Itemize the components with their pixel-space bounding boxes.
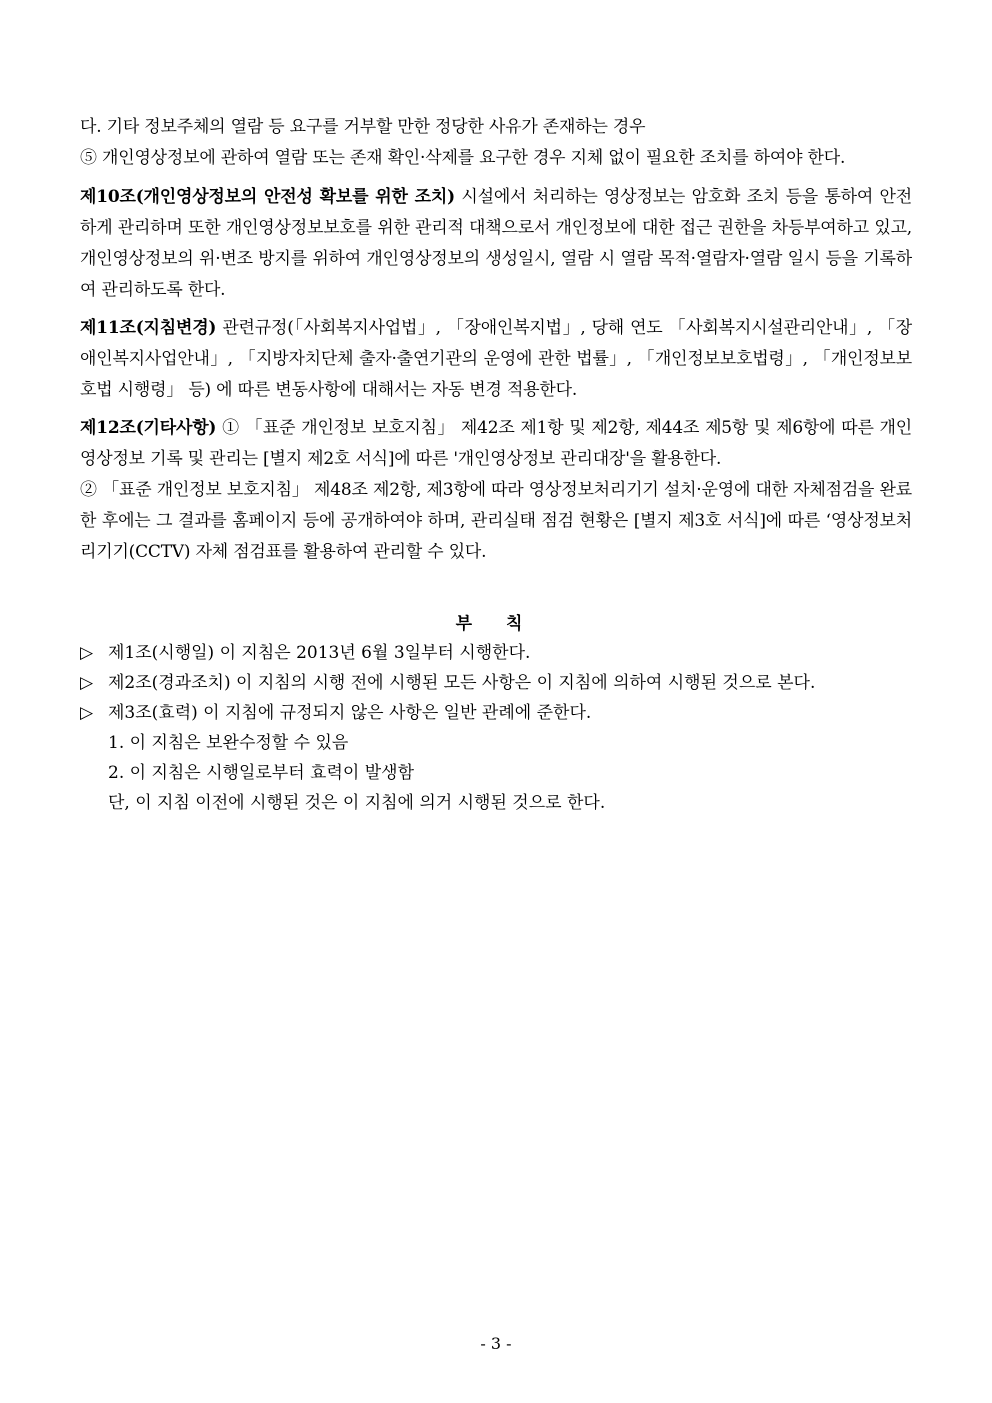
triangle-bullet-icon: ▷ [80,643,94,663]
document-page [80,112,912,818]
appendix-item [80,638,912,668]
appendix-item [80,668,912,698]
article-10-title: 제10조(개인영상정보의 안전성 확보를 위한 조치) [80,187,455,207]
appendix-sub-item: 2. 이 지침은 시행일로부터 효력이 발생함 [108,763,414,783]
article-11-body: 관련규정(「사회복지사업법」, 「장애인복지법」, 당해 연도 「사회복지시설관리안내」, 「장애인복지사업안내」, 「지방자치단체 출자·출연기관의 운영에 관한 법률」, 「개인정보보호법령」, 「개인정보보호법 시행령」 등) 에 따른 변동사항에 대해서는 자동 변경 적용한다. [80,318,912,400]
appendix-sub-item: 단, 이 지침 이전에 시행된 것은 이 지침에 의거 시행된 것으로 한다. [108,793,606,813]
appendix-item-text: 제3조(효력) 이 지침에 규정되지 않은 사항은 일반 관례에 준한다. [108,703,592,723]
appendix-title: 부 칙 [455,614,537,634]
appendix-item-text: 제1조(시행일) 이 지침은 2013년 6월 3일부터 시행한다. [108,643,531,663]
appendix-item [80,698,912,728]
article-10 [80,182,912,306]
article-12-clause-2: ② 「표준 개인정보 보호지침」 제48조 제2항, 제3항에 따라 영상정보처리기기 설치·운영에 대한 자체점검을 완료한 후에는 그 결과를 홈페이지 등에 공개하여야 하며, 관리실태 점검 현황은 [별지 제3호 서식]에 따른 ‘영상정보처리기기(CCTV) 자체 점검표를 활용하여 관리할 수 있다. [80,480,912,562]
clause-item-5: ⑤ 개인영상정보에 관하여 열람 또는 존재 확인·삭제를 요구한 경우 지체 없이 필요한 조치를 하여야 한다. [80,148,846,168]
article-11 [80,313,912,406]
article-12-title: 제12조(기타사항) [80,418,217,438]
appendix-list [80,638,912,818]
appendix-item-text: 제2조(경과조치) 이 지침의 시행 전에 시행된 모든 사항은 이 지침에 의하여 시행된 것으로 본다. [108,673,816,693]
article-12 [80,413,912,475]
article-10-body: 시설에서 처리하는 영상정보는 암호화 조치 등을 통하여 안전하게 관리하며 또한 개인영상정보보호를 위한 관리적 대책으로서 개인정보에 대한 접근 권한을 차등부여하고 있고, 개인영상정보의 위·변조 방지를 위하여 개인영상정보의 생성일시, 열람 시 열람 목적·열람자·열람 일시 등을 기록하여 관리하도록 한다. [80,187,912,300]
appendix-sub-item: 1. 이 지침은 보완수정할 수 있음 [108,733,349,753]
article-12-clause-1: ① 「표준 개인정보 보호지침」 제42조 제1항 및 제2항, 제44조 제5항 및 제6항에 따른 개인영상정보 기록 및 관리는 [별지 제2호 서식]에 따른 '개인영상정보 관리대장'을 활용한다. [80,418,912,469]
triangle-bullet-icon: ▷ [80,673,94,693]
clause-item-da: 다. 기타 정보주체의 열람 등 요구를 거부할 만한 정당한 사유가 존재하는 경우 [80,117,646,137]
page-number: - 3 - [480,1334,512,1353]
triangle-bullet-icon: ▷ [80,703,94,723]
article-11-title: 제11조(지침변경) [80,318,217,338]
